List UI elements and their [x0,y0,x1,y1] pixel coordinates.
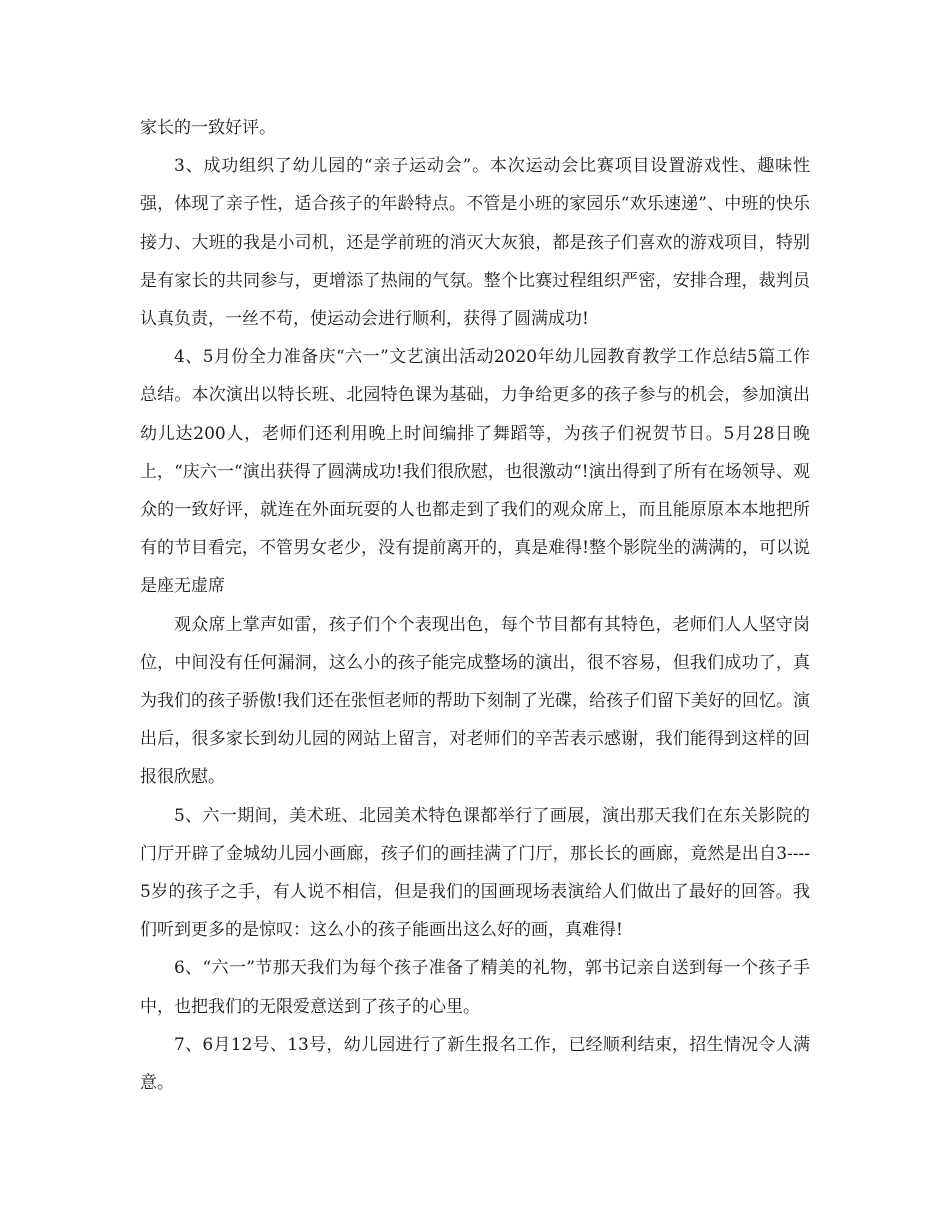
document-body [140,109,810,1102]
paragraph-item-5: 5、六一期间，美术班、北园美术特色课都举行了画展，演出那天我们在东关影院的门厅开辟了金城幼儿园小画廊，孩子们的画挂满了门厅，那长长的画廊，竟然是出自3----5岁的孩子之手，有人说不相信，但是我们的国画现场表演给人们做出了最好的回答。我们听到更多的是惊叹：这么小的孩子能画出这么好的画，真难得! [140,805,810,941]
paragraph-continuation: 家长的一致好评。 [140,118,276,138]
paragraph-item-7: 7、6月12号、13号，幼儿园进行了新生报名工作，已经顺利结束，招生情况令人满意。 [140,1034,810,1094]
paragraph-item-4: 4、5月份全力准备庆“六一”文艺演出活动2020年幼儿园教育教学工作总结5篇工作总结。本次演出以特长班、北园特色课为基础，力争给更多的孩子参与的机会，参加演出幼儿达200人，老师们还利用晚上时间编排了舞蹈等，为孩子们祝贺节日。5月28日晚上，“庆六一“演出获得了圆满成功!我们很欣慰，也很激动“!演出得到了所有在场领导、观众的一致好评，就连在外面玩耍的人也都走到了我们的观众席上，而且能原原本本地把所有的节目看完，不管男女老少，没有提前离开的，真是难得!整个影院坐的满满的，可以说是座无虚席 [140,347,810,597]
paragraph-item-6: 6、“六一”节那天我们为每个孩子准备了精美的礼物，郭书记亲自送到每一个孩子手中，也把我们的无限爱意送到了孩子的心里。 [140,958,810,1017]
paragraph-item-3: 3、成功组织了幼儿园的“亲子运动会”。本次运动会比赛项目设置游戏性、趣味性强，体现了亲子性，适合孩子的年龄特点。不管是小班的家园乐“欢乐速递”、中班的快乐接力、大班的我是小司机，还是学前班的消灭大灰狼，都是孩子们喜欢的游戏项目，特别是有家长的共同参与，更增添了热闹的气氛。整个比赛过程组织严密，安排合理，裁判员认真负责，一丝不苟，使运动会进行顺利，获得了圆满成功! [140,156,810,330]
paragraph-audience: 观众席上掌声如雷，孩子们个个表现出色，每个节目都有其特色，老师们人人坚守岗位，中间没有任何漏洞，这么小的孩子能完成整场的演出，很不容易，但我们成功了，真为我们的孩子骄傲!我们还在张恒老师的帮助下刻制了光碟，给孩子们留下美好的回忆。演出后，很多家长到幼儿园的网站上留言，对老师们的辛苦表示感谢，我们能得到这样的回报很欣慰。 [140,614,810,788]
